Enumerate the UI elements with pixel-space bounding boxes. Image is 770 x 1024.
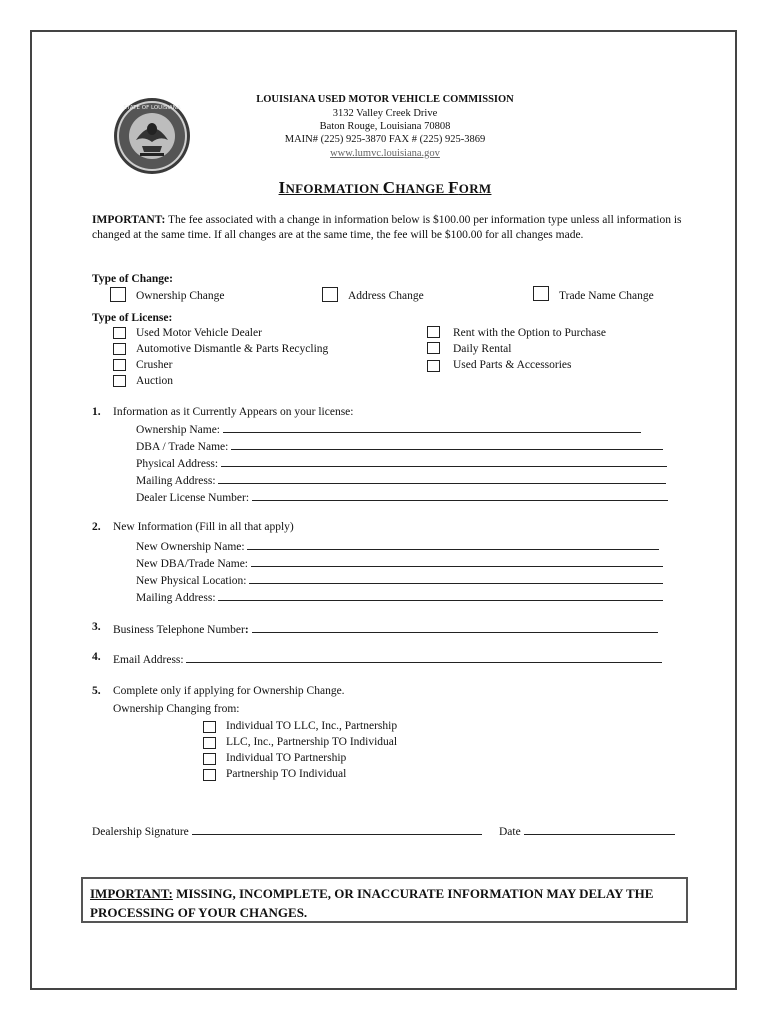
rent-to-purchase-checkbox[interactable] xyxy=(427,326,440,338)
mailing-address-input[interactable] xyxy=(218,472,666,484)
crusher-checkbox[interactable] xyxy=(113,359,126,371)
ownership-change-checkbox[interactable] xyxy=(110,287,126,302)
email-field xyxy=(113,651,662,666)
section-1-heading: Information as it Currently Appears on your license: xyxy=(113,406,354,418)
field-label: Mailing Address: xyxy=(136,592,216,604)
field-label: Ownership Name: xyxy=(136,424,220,436)
license-option-label: Crusher xyxy=(136,359,173,371)
ownership-name-field xyxy=(136,421,641,436)
date-field xyxy=(499,823,675,838)
field-label: Dealership Signature xyxy=(92,826,189,838)
new-ownership-name-field xyxy=(136,538,659,553)
dba-trade-name-input[interactable] xyxy=(231,438,663,450)
address-change-label: Address Change xyxy=(348,290,424,302)
field-label: Dealer License Number: xyxy=(136,492,250,504)
new-mailing-address-input[interactable] xyxy=(218,589,663,601)
dealer-license-input[interactable] xyxy=(252,489,668,501)
business-phone-field: Business Telephone Number: xyxy=(113,621,658,636)
new-dba-field xyxy=(136,555,663,570)
ownership-option-label: LLC, Inc., Partnership TO Individual xyxy=(226,736,398,748)
date-input[interactable] xyxy=(524,823,675,835)
mailing-address-field xyxy=(136,472,666,487)
daily-rental-checkbox[interactable] xyxy=(427,342,440,354)
field-label: New Physical Location: xyxy=(136,575,247,587)
ownership-option-label: Partnership TO Individual xyxy=(226,768,347,780)
license-option-label: Daily Rental xyxy=(453,343,512,355)
fee-notice: IMPORTANT: The fee associated with a change in information below is $100.00 per information type unless all information is changed at the same time. If all changes are at the same time, the fee will be $100.00 for all changes made. xyxy=(92,214,682,241)
physical-address-field xyxy=(136,455,667,470)
org-name: LOUISIANA USED MOTOR VEHICLE COMMISSION xyxy=(256,94,514,105)
field-label: New DBA/Trade Name: xyxy=(136,558,249,570)
section-4-number: 4. xyxy=(92,651,101,663)
new-physical-location-field xyxy=(136,572,663,587)
dealer-license-field xyxy=(136,489,668,504)
important-notice-box xyxy=(81,877,688,923)
field-label: Email Address: xyxy=(113,654,184,666)
trade-name-change-label: Trade Name Change xyxy=(559,290,654,302)
used-parts-checkbox[interactable] xyxy=(427,360,440,372)
section-1-number: 1. xyxy=(92,406,101,418)
trade-name-change-checkbox[interactable] xyxy=(533,286,549,301)
field-label: Business Telephone Number xyxy=(113,624,245,636)
form-title: INFORMATION CHANGE FORM xyxy=(278,178,492,197)
seal-lettering: STATE OF LOUISIANA xyxy=(123,105,181,111)
license-option-label: Auction xyxy=(136,375,174,387)
signature-field xyxy=(92,823,482,838)
license-option-label: Rent with the Option to Purchase xyxy=(453,327,606,339)
license-option-label: Automotive Dismantle & Parts Recycling xyxy=(136,343,329,355)
ownership-option-label: Individual TO Partnership xyxy=(226,752,347,764)
section-5-number: 5. xyxy=(92,685,101,697)
section-2-heading: New Information (Fill in all that apply) xyxy=(113,521,294,533)
ownership-option-label: Individual TO LLC, Inc., Partnership xyxy=(226,720,398,732)
email-input[interactable] xyxy=(186,651,662,663)
state-seal-icon xyxy=(112,96,192,176)
physical-address-input[interactable] xyxy=(221,455,667,467)
section-5-subheading: Ownership Changing from: xyxy=(113,703,240,715)
automotive-dismantle-checkbox[interactable] xyxy=(113,343,126,355)
dba-trade-name-field xyxy=(136,438,663,453)
license-option-label: Used Motor Vehicle Dealer xyxy=(136,327,262,339)
auction-checkbox[interactable] xyxy=(113,375,126,387)
org-phones: MAIN# (225) 925-3870 FAX # (225) 925-3869 xyxy=(284,134,486,145)
partnership-to-individual-checkbox[interactable] xyxy=(203,769,216,781)
field-label: Mailing Address: xyxy=(136,475,216,487)
org-city: Baton Rouge, Louisiana 70808 xyxy=(319,121,451,132)
new-physical-location-input[interactable] xyxy=(249,572,663,584)
type-of-change-heading: Type of Change: xyxy=(92,273,173,285)
llc-to-individual-checkbox[interactable] xyxy=(203,737,216,749)
section-5-heading: Complete only if applying for Ownership Change. xyxy=(113,685,345,697)
field-label: DBA / Trade Name: xyxy=(136,441,229,453)
org-street: 3132 Valley Creek Drive xyxy=(332,108,438,119)
signature-input[interactable] xyxy=(192,823,482,835)
address-change-checkbox[interactable] xyxy=(322,287,338,302)
field-label: Physical Address: xyxy=(136,458,219,470)
individual-to-llc-checkbox[interactable] xyxy=(203,721,216,733)
business-phone-input[interactable] xyxy=(252,621,658,633)
section-3-number: 3. xyxy=(92,621,101,633)
website-link[interactable]: www.lumvc.louisiana.gov xyxy=(330,148,440,159)
license-option-label: Used Parts & Accessories xyxy=(453,359,572,371)
new-mailing-address-field xyxy=(136,589,663,604)
field-label: Date xyxy=(499,826,521,838)
used-motor-vehicle-dealer-checkbox[interactable] xyxy=(113,327,126,339)
important-notice-text: IMPORTANT: MISSING, INCOMPLETE, OR INACCURATE INFORMATION MAY DELAY THE PROCESSING OF YOUR CHANGES. xyxy=(90,886,654,920)
new-ownership-name-input[interactable] xyxy=(247,538,659,550)
type-of-license-heading: Type of License: xyxy=(92,312,173,324)
ownership-change-label: Ownership Change xyxy=(136,290,225,302)
section-2-number: 2. xyxy=(92,521,101,533)
new-dba-input[interactable] xyxy=(251,555,663,567)
individual-to-partnership-checkbox[interactable] xyxy=(203,753,216,765)
field-label: New Ownership Name: xyxy=(136,541,245,553)
ownership-name-input[interactable] xyxy=(223,421,641,433)
